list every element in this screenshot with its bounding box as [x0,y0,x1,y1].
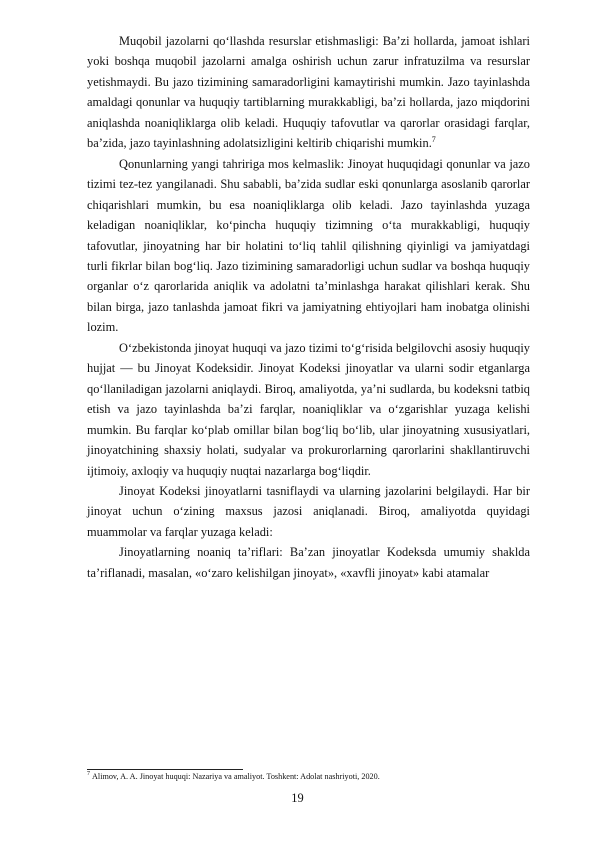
footnote-text: Alimov, A. A. Jinoyat huquqi: Nazariya va amaliyot. Toshkent: Adolat nashriyoti, 2020. [92,772,380,781]
paragraph-law-revisions [87,154,530,338]
page-number: 19 [291,791,304,805]
body-text [87,31,530,583]
footnote-divider [87,769,243,770]
paragraph-text: Muqobil jazolarni qo‘llashda resurslar etishmasligi: Ba’zi hollarda, jamoat ishlari yoki boshqa muqobil jazolarni amalga oshirish uchun zarur infratuzilma va resurslar yetishmaydi. Bu jazo tizimining samaradorligini kamaytirishi mumkin. Jazo tayinlashda amaldagi qonunlar va huquqiy tartiblarning murakkabligi, ba’zi hollarda, jazo miqdorini aniqlashda noaniqliklarga olib keladi. Huquqiy tafovutlar va qarorlar orasidagi farqlar, ba’zida, jazo tayinlashning adolatsizligini keltirib chiqarishi mumkin. [87,34,530,151]
footnote [87,772,530,782]
paragraph-text: Jinoyatlarning noaniq ta’riflari: Ba’zan jinoyatlar Kodeksda umumiy shaklda ta’riflanadi, masalan, «o‘zaro kelishilgan jinoyat», «xavfli jinoyat» kabi atamalar [87,545,530,580]
paragraph-vague-definitions [87,542,530,583]
footnote-reference: 7 [431,135,436,145]
footnote-number: 7 [87,771,90,778]
paragraph-criminal-code [87,338,530,481]
paragraph-text: O‘zbekistonda jinoyat huquqi va jazo tizimi to‘g‘risida belgilovchi asosiy huquqiy hujjat — bu Jinoyat Kodeksidir. Jinoyat Kodeksi jinoyatlar va ularni sodir etganlarga qo‘llaniladigan jazolarni aniqlaydi. Biroq, amaliyotda, ya’ni sudlarda, bu kodeksni tatbiq etish va jazo tayinlashda ba’zi farqlar, noaniqliklar va o‘zgarishlar yuzaga kelishi mumkin. Bu farqlar ko‘plab omillar bilan bog‘liq bo‘lib, ular jinoyatning xususiyatlari, jinoyatchining shaxsiy holati, sudyalar va prokurorlarning qarorlarini shakllantiruvchi ijtimoiy, axloqiy va huquqiy nuqtai nazarlarga bog‘liqdir. [87,340,530,478]
paragraph-text: Qonunlarning yangi tahririga mos kelmaslik: Jinoyat huquqidagi qonunlar va jazo tizimi tez-tez yangilanadi. Shu sababli, ba’zida sudlar eski qonunlarga asoslanib qarorlar chiqarishlari mumkin, bu esa noaniqliklarga olib keladi. Jazo tayinlashda yuzaga keladigan noaniqliklar, ko‘pincha huquqiy tizimning o‘ta murakkabligi, huquqiy tafovutlar, jinoyatning har bir holatini to‘liq tahlil qilishning qiyinligi va jamiyatdagi turli fikrlar bilan bog‘liq. Jazo tizimining samaradorligi uchun sudlar va boshqa huquqiy organlar o‘z qarorlarida aniqlik va adolatni ta’minlashga harakat qilishlari kerak. Shu bilan birga, jazo tanlashda jamoat fikri va jamiyatning ehtiyojlari ham inobatga olinishi lozim. [87,156,530,335]
paragraph-alternative-punishments [87,31,530,154]
paragraph-text: Jinoyat Kodeksi jinoyatlarni tasniflaydi va ularning jazolarini belgilaydi. Har bir jinoyat uchun o‘zining maxsus jazosi aniqlanadi. Biroq, amaliyotda quyidagi muammolar va farqlar yuzaga keladi: [87,483,530,539]
paragraph-code-classification [87,481,530,542]
